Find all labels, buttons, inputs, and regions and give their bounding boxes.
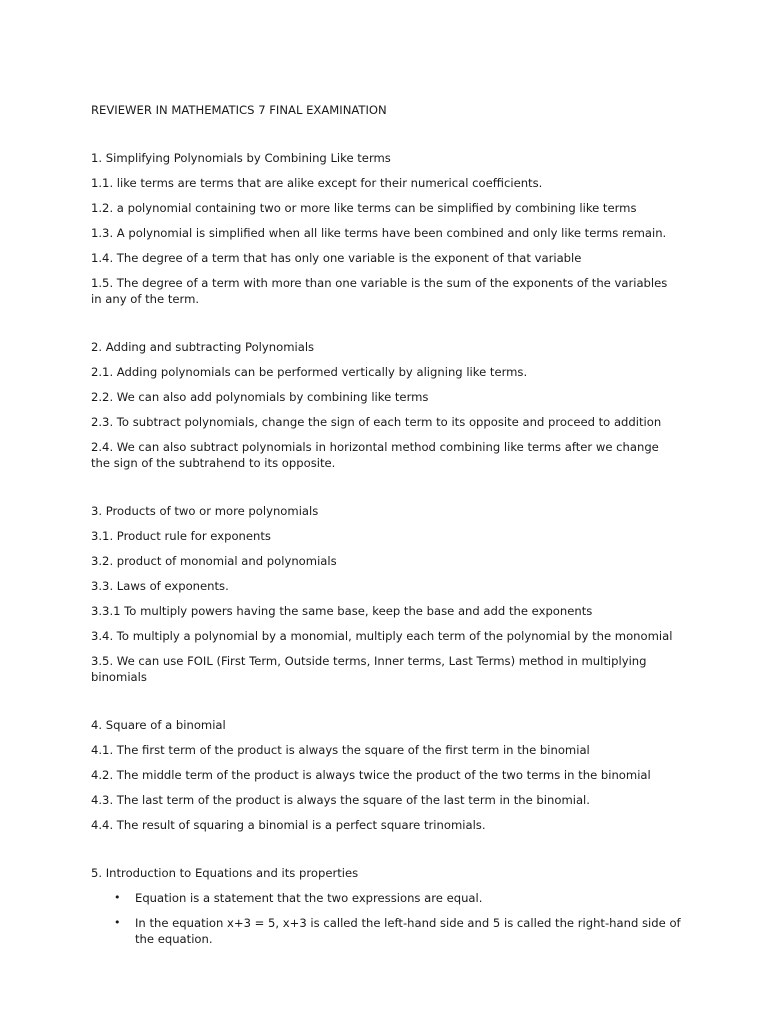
bullet-list-item — [91, 890, 681, 906]
list-item: 1.2. a polynomial containing two or more like terms can be simplified by combining like terms — [91, 201, 637, 215]
list-item: 3.3. Laws of exponents. — [91, 579, 229, 593]
list-item: 3.4. To multiply a polynomial by a monomial, multiply each term of the polynomial by the monomial — [91, 629, 673, 643]
list-item: 2.3. To subtract polynomials, change the sign of each term to its opposite and proceed to addition — [91, 415, 662, 429]
list-item: 3.2. product of monomial and polynomials — [91, 554, 337, 568]
document-title: REVIEWER IN MATHEMATICS 7 FINAL EXAMINATION — [91, 103, 387, 117]
section-heading: 3. Products of two or more polynomials — [91, 504, 319, 518]
section-4 — [91, 717, 681, 833]
section-heading: 5. Introduction to Equations and its properties — [91, 866, 359, 880]
list-item: 1.5. The degree of a term with more than one variable is the sum of the exponents of the variables in any of the term. — [91, 276, 668, 306]
bullet-text: Equation is a statement that the two expressions are equal. — [135, 891, 483, 905]
bullet-icon: • — [114, 891, 121, 904]
bullet-list-item — [91, 915, 681, 947]
section-1 — [91, 150, 681, 307]
list-item: 3.5. We can use FOIL (First Term, Outside terms, Inner terms, Last Terms) method in multiplying binomials — [91, 654, 647, 684]
list-item: 3.3.1 To multiply powers having the same base, keep the base and add the exponents — [91, 604, 593, 618]
list-item: 1.4. The degree of a term that has only one variable is the exponent of that variable — [91, 251, 582, 265]
list-item: 4.1. The first term of the product is always the square of the first term in the binomial — [91, 743, 590, 757]
bullet-text: In the equation x+3 = 5, x+3 is called the left-hand side and 5 is called the right-hand side of the equation. — [135, 916, 681, 946]
list-item: 2.4. We can also subtract polynomials in horizontal method combining like terms after we change the sign of the subtrahend to its opposite. — [91, 440, 659, 470]
section-2 — [91, 339, 681, 471]
list-item: 1.3. A polynomial is simplified when all like terms have been combined and only like terms remain. — [91, 226, 667, 240]
section-3 — [91, 503, 681, 685]
section-heading: 1. Simplifying Polynomials by Combining Like terms — [91, 151, 391, 165]
list-item: 4.2. The middle term of the product is always twice the product of the two terms in the binomial — [91, 768, 651, 782]
list-item: 1.1. like terms are terms that are alike except for their numerical coefficients. — [91, 176, 543, 190]
list-item: 4.4. The result of squaring a binomial is a perfect square trinomials. — [91, 818, 486, 832]
list-item: 2.1. Adding polynomials can be performed vertically by aligning like terms. — [91, 365, 528, 379]
list-item: 4.3. The last term of the product is always the square of the last term in the binomial. — [91, 793, 590, 807]
list-item: 3.1. Product rule for exponents — [91, 529, 271, 543]
bullet-icon: • — [114, 916, 121, 929]
section-heading: 2. Adding and subtracting Polynomials — [91, 340, 315, 354]
bullet-list — [91, 890, 681, 947]
section-5 — [91, 865, 681, 947]
document-content — [91, 102, 681, 979]
list-item: 2.2. We can also add polynomials by combining like terms — [91, 390, 429, 404]
section-heading: 4. Square of a binomial — [91, 718, 226, 732]
